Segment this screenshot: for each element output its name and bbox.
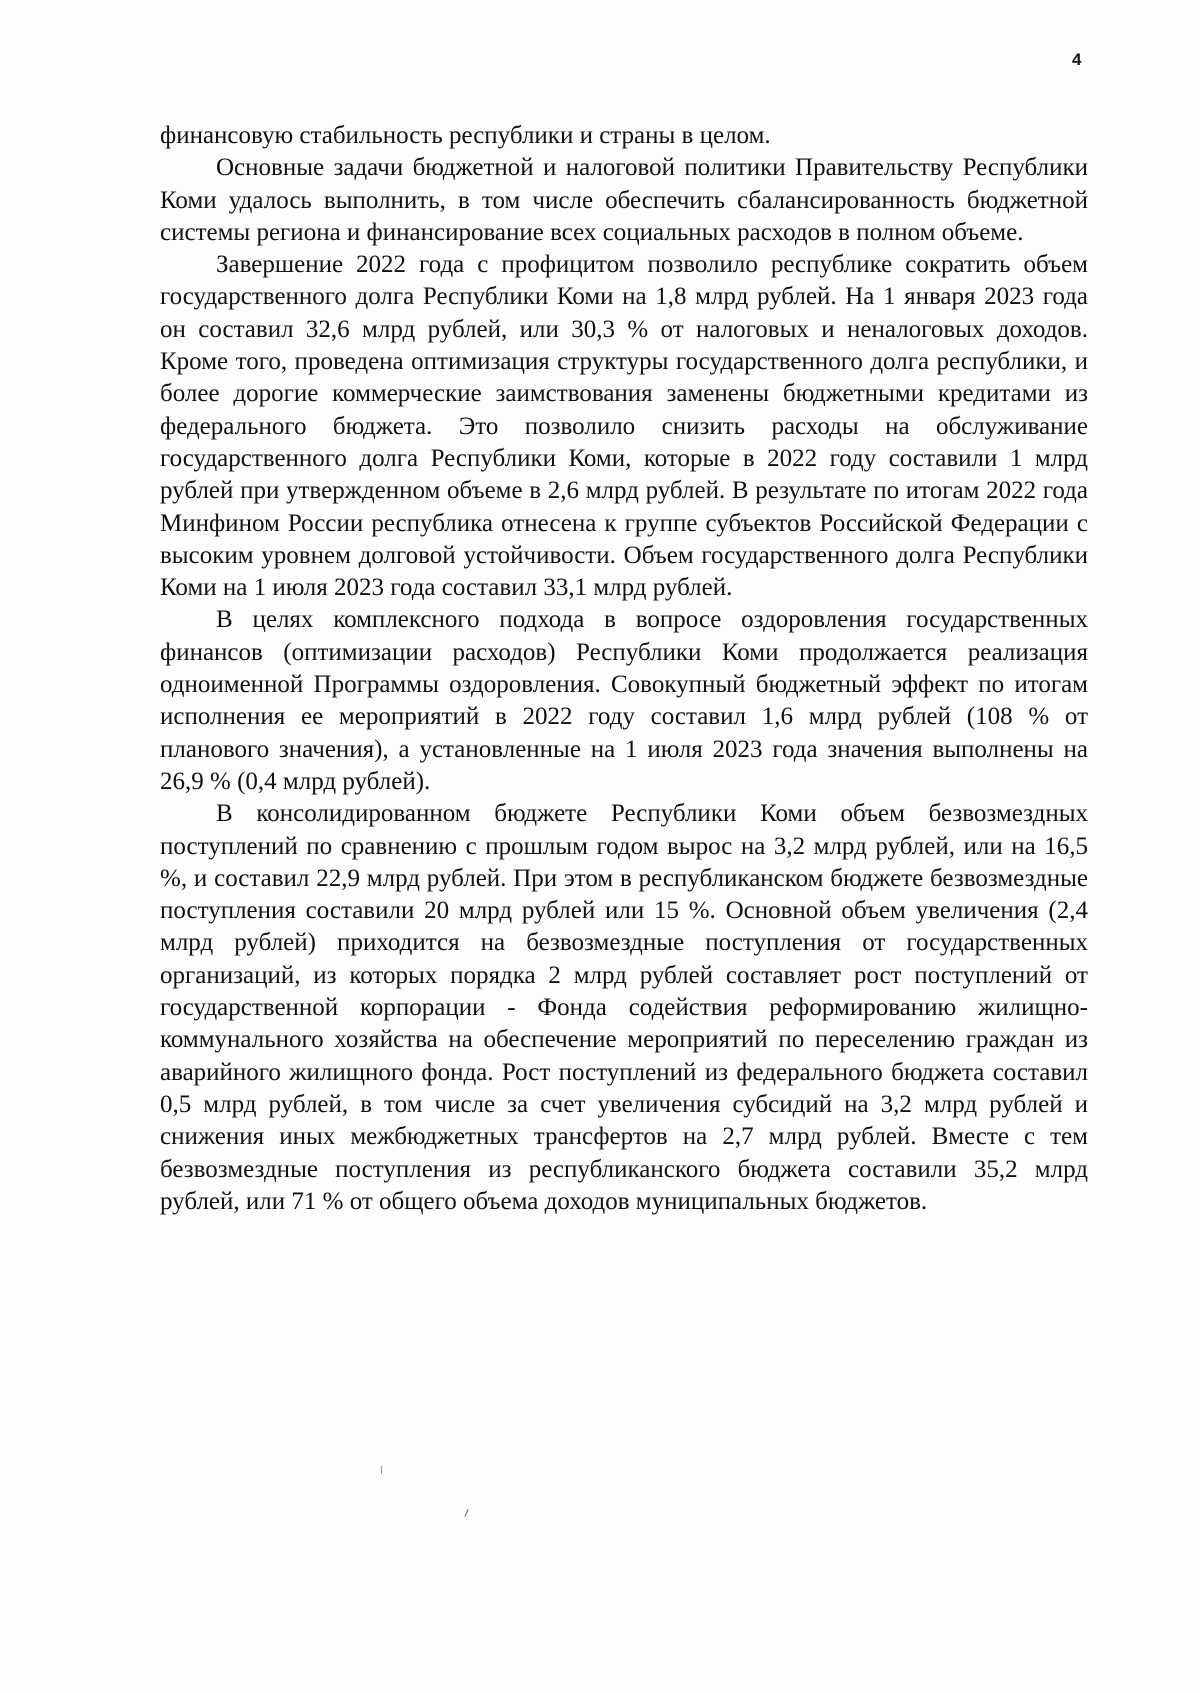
scan-artifact-mark: [464, 1509, 468, 1517]
scan-artifact-mark: [381, 1466, 382, 1474]
paragraph-gratuitous-receipts: В консолидированном бюджете Республики Коми объем безвозмездных поступлений по сравнению с прошлым годом вырос на 3,2 млрд рублей, или на 16,5 %, и составил 22,9 млрд рублей. При этом в республиканском бюджете безвозмездные поступления составили 20 млрд рублей или 15 %. Основной объем увеличения (2,4 млрд рублей) приходится на безвозмездные поступления от государственных организаций, из которых порядка 2 млрд рублей составляет рост поступлений от государственной корпорации - Фонда содействия реформированию жилищно-коммунального хозяйства на обеспечение мероприятий по переселению граждан из аварийного жилищного фонда. Рост поступлений из федерального бюджета составил 0,5 млрд рублей, в том числе за счет увеличения субсидий на 3,2 млрд рублей и снижения иных межбюджетных трансфертов на 2,7 млрд рублей. Вместе с тем безвозмездные поступления из республиканского бюджета составили 35,2 млрд рублей, или 71 % от общего объема доходов муниципальных бюджетов.: [160, 800, 1088, 1215]
document-body: [160, 120, 1088, 1218]
page-number: 4: [1072, 50, 1082, 69]
paragraph-state-debt: Завершение 2022 года с профицитом позволило республике сократить объем государственного долга Республики Коми на 1,8 млрд рублей. На 1 января 2023 года он составил 32,6 млрд рублей, или 30,3 % от налоговых и неналоговых доходов. Кроме того, проведена оптимизация структуры государственного долга республики, и более дорогие коммерческие заимствования заменены бюджетными кредитами из федерального бюджета. Это позволило снизить расходы на обслуживание государственного долга Республики Коми, которые в 2022 году составили 1 млрд рублей при утвержденном объеме в 2,6 млрд рублей. В результате по итогам 2022 года Минфином России республика отнесена к группе субъектов Российской Федерации с высоким уровнем долговой устойчивости. Объем государственного долга Республики Коми на 1 июля 2023 года составил 33,1 млрд рублей.: [160, 251, 1088, 602]
paragraph-recovery-program: В целях комплексного подхода в вопросе оздоровления государственных финансов (оптимизации расходов) Республики Коми продолжается реализация одноименной Программы оздоровления. Совокупный бюджетный эффект по итогам исполнения ее мероприятий в 2022 году составил 1,6 млрд рублей (108 % от планового значения), а установленные на 1 июля 2023 года значения выполнены на 26,9 % (0,4 млрд рублей).: [160, 606, 1088, 795]
paragraph-budget-tasks: Основные задачи бюджетной и налоговой политики Правительству Республики Коми удалось выполнить, в том числе обеспечить сбалансированность бюджетной системы региона и финансирование всех социальных расходов в полном объеме.: [160, 154, 1088, 246]
paragraph-continuation: финансовую стабильность республики и страны в целом.: [160, 122, 771, 149]
